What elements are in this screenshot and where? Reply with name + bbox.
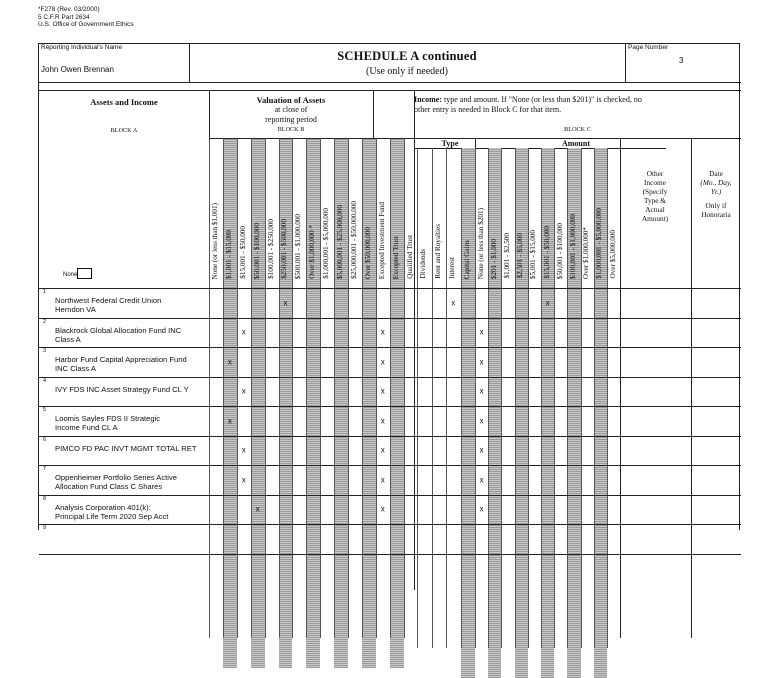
form-header-line2: 5 C.F.R Part 2634	[38, 13, 90, 21]
column-line	[417, 148, 418, 648]
divider-valuation	[373, 90, 374, 138]
column-header: $1,001 - $15,000	[224, 229, 233, 279]
asset-line2: Income Fund CL A	[55, 423, 118, 432]
asset-line1: Oppenheimer Portfolio Series Active	[55, 473, 177, 482]
other-income-l3: (Specify	[642, 187, 668, 196]
other-income-l6: Amount)	[641, 214, 669, 223]
column-header: $250,001 - $500,000	[280, 219, 289, 279]
column-line	[265, 138, 266, 638]
column-header: $1,000,001 - $5,000,000	[322, 208, 331, 279]
column-line	[223, 138, 224, 638]
check-mark: x	[380, 416, 385, 426]
asset-name	[55, 355, 187, 373]
reporting-name-label: Reporting Individual's Name	[41, 44, 123, 51]
column-header: $50,001 - $100,000	[555, 222, 564, 279]
asset-line2: Allocation Fund Class C Shares	[55, 482, 163, 491]
column-line	[541, 148, 542, 648]
hatched-column	[362, 138, 376, 668]
column-header: $25,000,001 - $50,000,000	[349, 201, 358, 279]
column-header: Over $50,000,000	[363, 226, 372, 279]
asset-line1: Northwest Federal Credit Union	[55, 296, 162, 305]
column-header: $100,001 - $250,000	[266, 219, 275, 279]
row-rule	[39, 465, 741, 466]
column-header: Excepted Trust	[391, 235, 400, 279]
check-mark: x	[380, 445, 385, 455]
body-top-rule	[39, 288, 741, 289]
check-mark: x	[479, 386, 484, 396]
check-mark: x	[479, 357, 484, 367]
column-header: None (or less than $201)	[476, 207, 485, 279]
column-header: $2,501 - $5,000	[516, 233, 525, 279]
column-header: Over $5,000,000	[608, 230, 617, 279]
income-instructions	[414, 95, 734, 115]
column-header: None (or less than $1,001)	[210, 202, 219, 279]
column-line	[348, 138, 349, 638]
column-header: $5,000,001 - $25,000,000	[336, 204, 345, 279]
asset-line1: IVY FDS INC Asset Strategy Fund CL Y	[55, 384, 189, 394]
column-header: Dividends	[419, 249, 428, 279]
check-mark: x	[451, 298, 456, 308]
column-line	[594, 148, 595, 648]
column-line	[376, 138, 377, 638]
check-mark: x	[545, 298, 550, 308]
other-income-l4: Type &	[644, 196, 666, 205]
row-number: 4	[43, 377, 47, 384]
asset-name	[55, 385, 189, 394]
other-income-header	[619, 169, 691, 223]
column-line	[475, 148, 476, 648]
hatched-column	[251, 138, 265, 668]
column-line	[292, 138, 293, 638]
column-header: Rent and Royalties	[433, 224, 442, 279]
column-header: $50,001 - $100,000	[252, 222, 261, 279]
column-header: $500,001 - $1,000,000	[294, 213, 303, 279]
check-mark: x	[479, 504, 484, 514]
column-line	[404, 138, 405, 638]
asset-name	[55, 326, 181, 344]
schedule-a-form	[38, 43, 740, 530]
column-header: Excepted Investment Fund	[377, 201, 386, 279]
other-income-l5: Actual	[645, 205, 665, 214]
column-header: $5,001 - $15,000	[529, 229, 538, 279]
column-line	[461, 148, 462, 648]
hatched-column	[488, 148, 501, 678]
column-line	[446, 148, 447, 648]
date-l1: Date	[709, 169, 723, 178]
check-mark: x	[380, 504, 385, 514]
column-line	[306, 138, 307, 638]
check-mark: x	[241, 475, 246, 485]
column-header: Over $1,000,000 *	[308, 225, 317, 279]
block-a-label: BLOCK A	[110, 127, 138, 134]
row-number: 1	[43, 289, 47, 295]
page-number-label: Page Number	[628, 44, 669, 51]
date-l3: Yr.)	[710, 187, 722, 196]
hatched-column	[515, 148, 528, 678]
column-line	[515, 148, 516, 648]
column-line	[567, 148, 568, 648]
column-line	[528, 148, 529, 648]
divider-amount	[620, 138, 621, 638]
income-label: Income:	[414, 95, 442, 104]
row-number: 3	[43, 348, 47, 354]
row-rule	[39, 524, 741, 525]
column-header: $1,000,001 - $5,000,000	[595, 208, 604, 279]
column-line	[362, 138, 363, 638]
other-income-l2: Income	[644, 178, 666, 187]
asset-line2: Class A	[55, 334, 81, 344]
form-header-line3: U.S. Office of Government Ethics	[38, 21, 134, 28]
date-l4: Only if	[705, 201, 727, 210]
valuation-sub1: at close of	[274, 105, 308, 114]
amount-label: Amount	[561, 139, 590, 148]
row-number: 7	[43, 466, 47, 472]
column-line	[554, 148, 555, 648]
other-income-l1: Other	[646, 169, 664, 178]
none-label	[63, 272, 77, 278]
row-rule	[39, 436, 741, 437]
row-rule	[39, 495, 741, 496]
column-line	[390, 138, 391, 638]
column-header: Qualified Trust	[405, 235, 414, 279]
row-number: 6	[43, 436, 47, 443]
page-subtitle: (Use only if needed)	[366, 66, 448, 77]
date-header	[691, 169, 741, 219]
divider-date	[691, 138, 692, 638]
column-header: Interest	[448, 257, 457, 279]
valuation-title: Valuation of Assets	[256, 95, 326, 105]
check-mark: x	[227, 416, 232, 426]
check-mark: x	[241, 386, 246, 396]
column-header: $15,001 - $50,000	[238, 226, 247, 279]
none-checkbox[interactable]	[77, 268, 92, 279]
page-number: 3	[679, 56, 684, 65]
column-line	[320, 138, 321, 638]
check-mark: x	[241, 327, 246, 337]
asset-line2: Principal Life Term 2020 Sep Acct	[55, 511, 169, 521]
income-text2: other entry is needed in Block C for that item.	[414, 105, 562, 114]
asset-line2: INC Class A	[55, 364, 96, 373]
column-header: $201 - $1,000	[489, 238, 498, 279]
column-line	[488, 148, 489, 648]
block-b-label: BLOCK B	[277, 126, 305, 133]
asset-line1: PIMCO FD PAC INVT MGMT TOTAL RET	[55, 443, 197, 453]
type-label: Type	[441, 139, 459, 148]
row-rule	[39, 318, 741, 319]
asset-name	[55, 473, 177, 491]
column-line	[251, 138, 252, 638]
form-header-line1: *F278 (Rev. 03/2000)	[38, 6, 100, 13]
income-text1: type and amount. If "None (or less than $201)" is checked, no	[442, 95, 642, 104]
asset-line1: Analysis Corporation 401(k):	[55, 502, 151, 512]
column-line	[279, 138, 280, 638]
hatched-column	[279, 138, 293, 668]
check-mark: x	[283, 298, 288, 308]
asset-line2: Herndon VA	[55, 305, 96, 314]
column-line	[334, 138, 335, 638]
asset-line1: Blackrock Global Allocation Fund INC	[55, 325, 182, 335]
check-mark: x	[227, 357, 232, 367]
row-rule	[39, 406, 741, 407]
check-mark: x	[241, 445, 246, 455]
asset-name	[55, 503, 168, 521]
asset-line1: Harbor Fund Capital Appreciation Fund	[55, 355, 187, 364]
asset-name	[55, 444, 196, 453]
column-line	[501, 148, 502, 648]
check-mark: x	[479, 475, 484, 485]
reporting-name: John Owen Brennan	[41, 65, 114, 74]
none-text: None	[63, 272, 78, 278]
column-header: Capital Gains	[462, 239, 471, 279]
asset-name	[55, 296, 161, 314]
block-c-label: BLOCK C	[564, 126, 591, 133]
column-header: Over $1,000,000*	[582, 226, 591, 279]
column-header: $15,001 - $50,000	[542, 226, 551, 279]
row-rule	[39, 554, 741, 555]
column-line	[432, 148, 433, 648]
check-mark: x	[479, 416, 484, 426]
check-mark: x	[380, 386, 385, 396]
page-title: SCHEDULE A continued	[337, 49, 477, 63]
check-mark: x	[380, 327, 385, 337]
asset-line1: Loomis Sayles FDS II Strategic	[55, 414, 161, 423]
row-number: 2	[43, 318, 47, 325]
valuation-header-rule	[209, 138, 414, 139]
hatched-column	[306, 138, 320, 668]
form-header	[38, 6, 134, 29]
check-mark: x	[479, 445, 484, 455]
column-line	[607, 148, 608, 648]
column-line	[581, 148, 582, 648]
hatched-column	[461, 148, 476, 678]
divider-block-c	[414, 90, 415, 590]
hatched-column	[390, 138, 404, 668]
valuation-sub2: reporting period	[265, 115, 317, 124]
row-number: 8	[43, 495, 47, 502]
row-number: 5	[43, 407, 47, 413]
column-header: $100,001 - $1,000,000	[569, 213, 577, 279]
check-mark: x	[380, 475, 385, 485]
column-header: $1,001 - $2,500	[503, 233, 511, 279]
date-l2: (Mo., Day,	[700, 178, 732, 187]
asset-name	[55, 414, 160, 432]
row-number: 9	[43, 525, 47, 531]
hatched-column	[223, 138, 237, 668]
check-mark: x	[479, 327, 484, 337]
date-l5: Honoraria	[701, 210, 731, 219]
column-line	[237, 138, 238, 638]
row-rule	[39, 377, 741, 378]
check-mark: x	[255, 504, 260, 514]
row-rule	[39, 347, 741, 348]
assets-heading: Assets and Income	[90, 97, 158, 107]
check-mark: x	[380, 357, 385, 367]
column-line	[209, 138, 210, 638]
